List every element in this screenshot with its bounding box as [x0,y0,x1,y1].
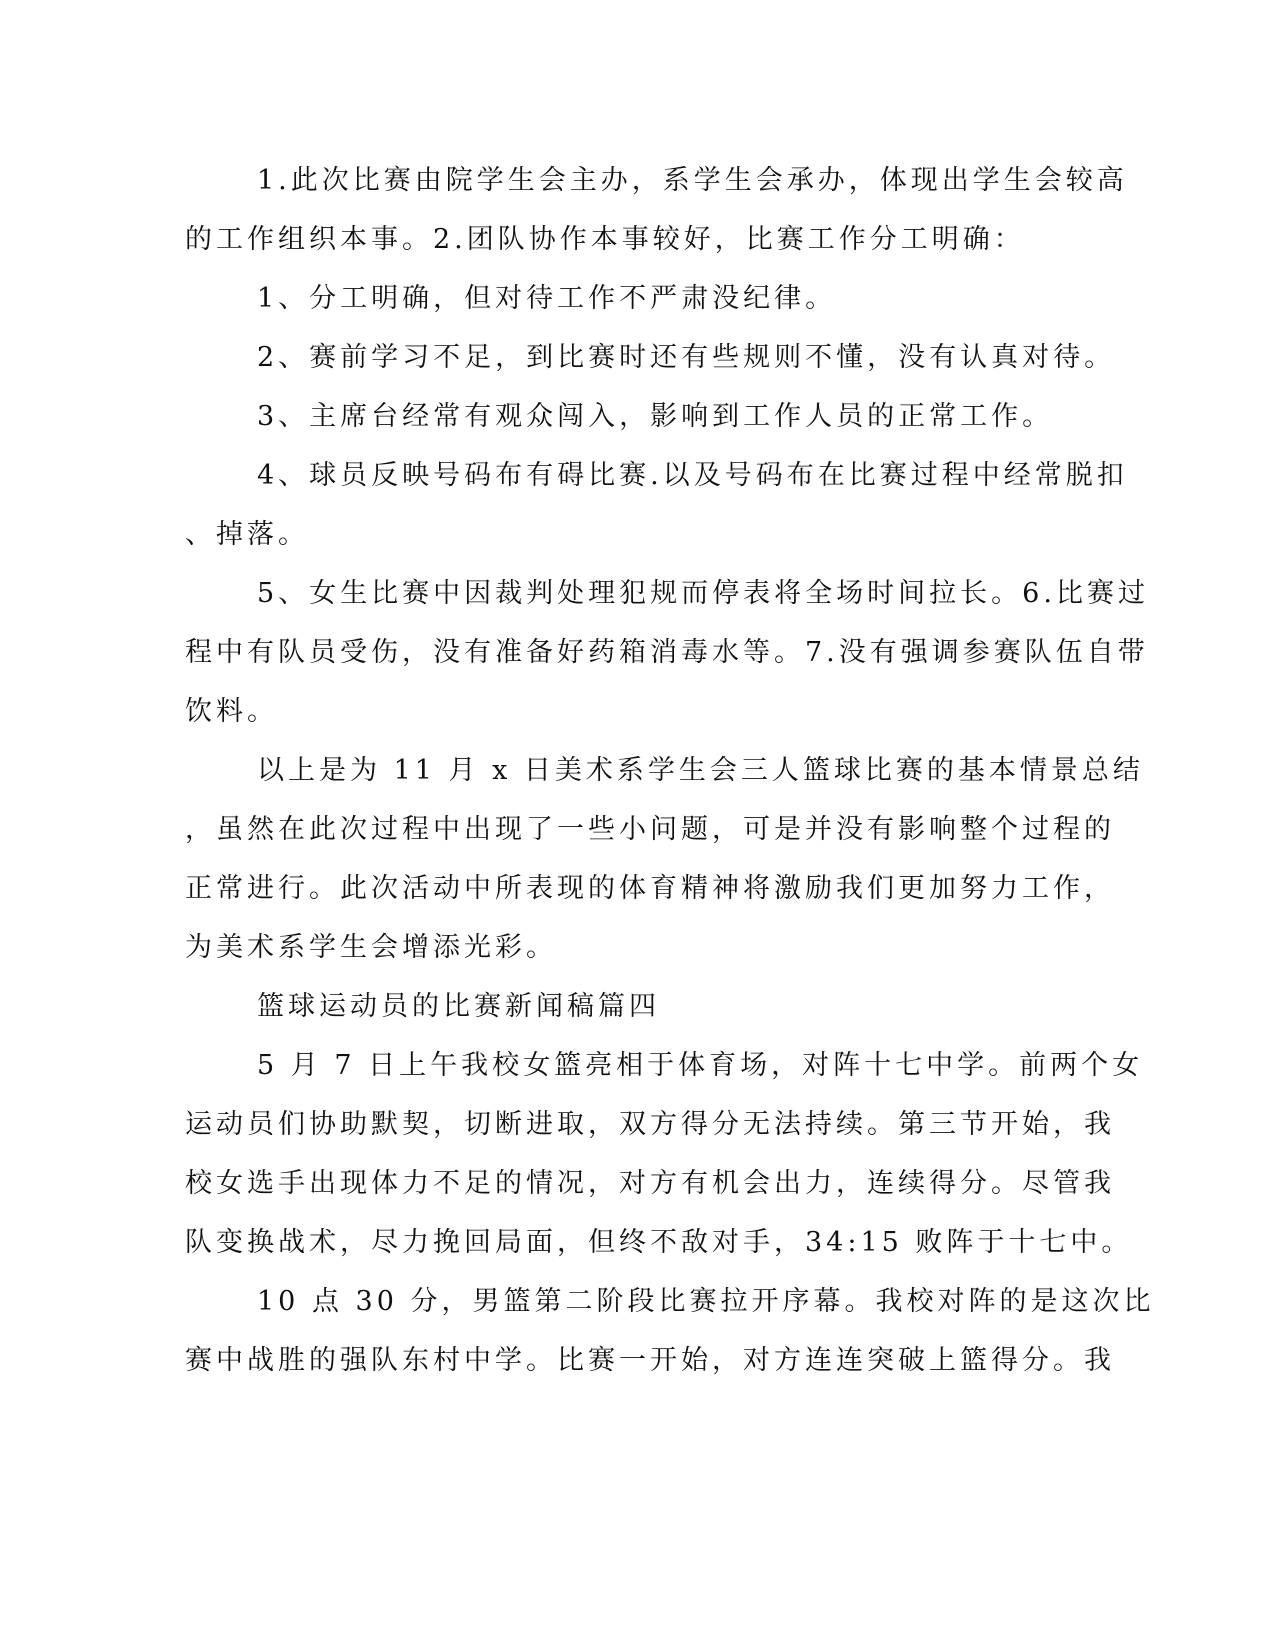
list-item-2: 2、赛前学习不足，到比赛时还有些规则不懂，没有认真对待。 [257,342,1116,373]
list-item-5-line-3: 饮料。 [185,696,278,727]
paragraph-1-line-2: 的工作组织本事。2.团队协作本事较好，比赛工作分工明确： [185,224,1025,255]
paragraph-1-line-1: 1.此次比赛由院学生会主办，系学生会承办，体现出学生会较高 [257,165,1128,196]
summary-line-3: 正常进行。此次活动中所表现的体育精神将激励我们更加努力工作， [185,873,1115,904]
summary-line-1: 以上是为 11 月 x 日美术系学生会三人篮球比赛的基本情景总结 [257,755,1144,786]
summary-line-2: ，虽然在此次过程中出现了一些小问题，可是并没有影响整个过程的 [185,814,1115,845]
list-item-4-line-2: 、掉落。 [185,519,309,550]
list-item-5-line-1: 5、女生比赛中因裁判处理犯规而停表将全场时间拉长。6.比赛过 [257,578,1149,609]
news-paragraph-1-line-3: 校女选手出现体力不足的情况，对方有机会出力，连续得分。尽管我 [185,1168,1115,1199]
news-paragraph-1-line-1: 5 月 7 日上午我校女篮亮相于体育场，对阵十七中学。前两个女 [257,1050,1144,1081]
list-item-3: 3、主席台经常有观众闯入，影响到工作人员的正常工作。 [257,401,1054,432]
list-item-1: 1、分工明确，但对待工作不严肃没纪律。 [257,283,837,314]
list-item-4-line-1: 4、球员反映号码布有碍比赛.以及号码布在比赛过程中经常脱扣 [257,460,1128,491]
news-paragraph-1-line-2: 运动员们协助默契，切断进取，双方得分无法持续。第三节开始，我 [185,1109,1115,1140]
summary-line-4: 为美术系学生会增添光彩。 [185,932,557,963]
list-item-5-line-2: 程中有队员受伤，没有准备好药箱消毒水等。7.没有强调参赛队伍自带 [185,637,1149,668]
news-paragraph-2-line-2: 赛中战胜的强队东村中学。比赛一开始，对方连连突破上篮得分。我 [185,1345,1115,1376]
news-paragraph-2-line-1: 10 点 30 分，男篮第二阶段比赛拉开序幕。我校对阵的是这次比 [257,1286,1155,1317]
section-heading: 篮球运动员的比赛新闻稿篇四 [257,991,660,1022]
news-paragraph-1-line-4: 队变换战术，尽力挽回局面，但终不敌对手，34:15 败阵于十七中。 [185,1227,1133,1258]
